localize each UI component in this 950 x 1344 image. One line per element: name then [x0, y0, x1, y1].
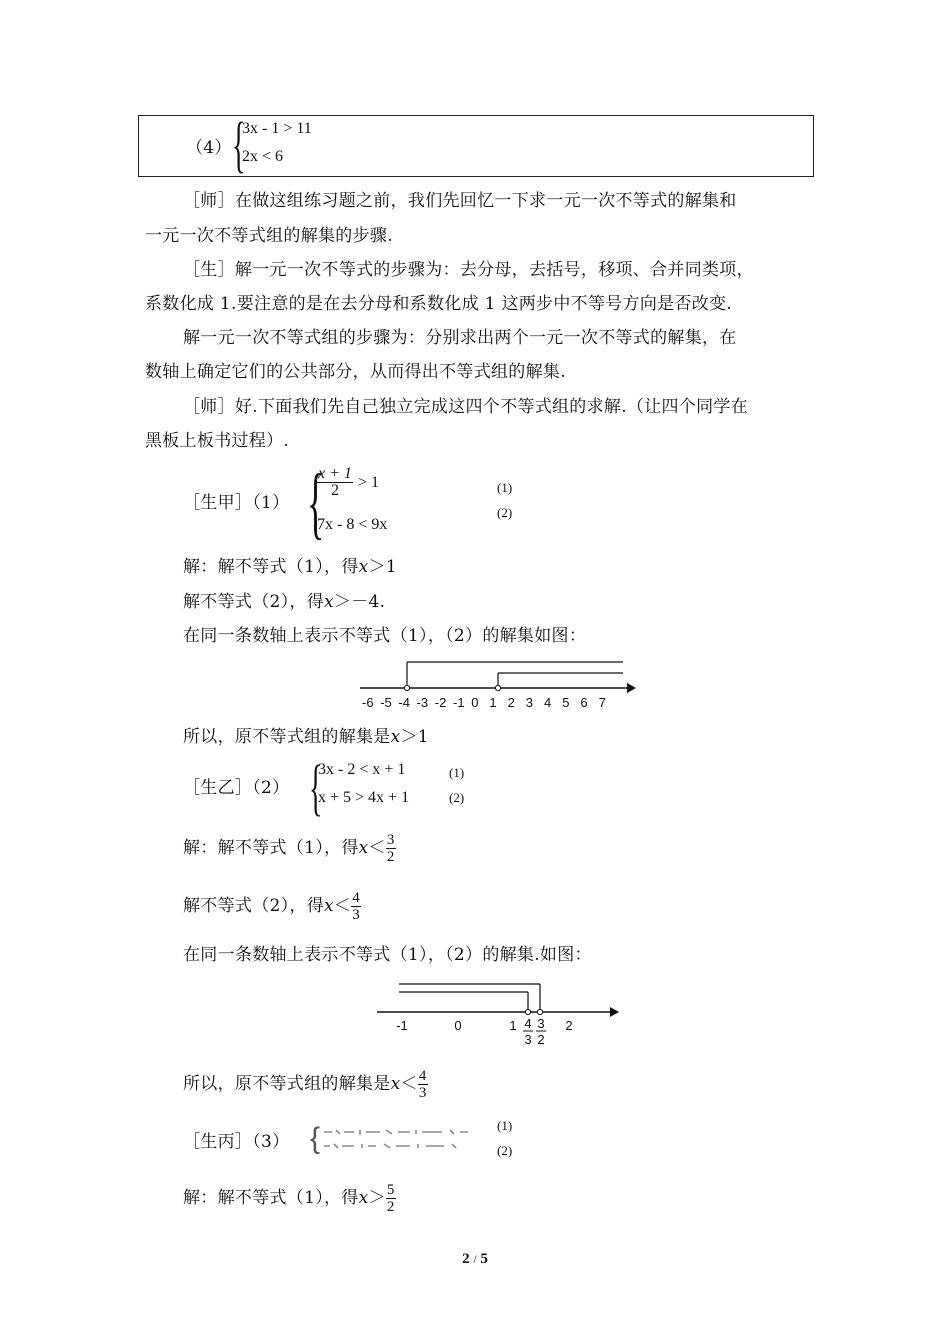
paragraph-steps-line2: 数轴上确定它们的公共部分，从而得出不等式组的解集. — [145, 362, 566, 382]
paragraph-steps-line1: 解一元一次不等式组的步骤为：分别求出两个一元一次不等式的解集，在 — [183, 328, 737, 348]
tick-label: -6 — [362, 695, 374, 710]
open-point-neg4 — [404, 685, 409, 690]
problem-4-brace: { — [232, 111, 246, 179]
number-line-1-arrow — [627, 683, 636, 693]
tick-label: 0 — [454, 1018, 462, 1033]
tick-label: -1 — [453, 695, 465, 710]
bing-garbled-system-image — [310, 1124, 480, 1156]
bing-tag2: (2) — [497, 1143, 513, 1158]
paragraph-teacher-2-line1: ［师］好.下面我们先自己独立完成这四个不等式组的求解.（让四个同学在 — [183, 397, 749, 417]
page-separator: / — [473, 1252, 477, 1266]
yi-conclusion: 所以，原不等式组的解集是x＜ $\frac{4}{3}$ — [183, 1068, 427, 1101]
tick-label-3-2-den: 2 — [537, 1032, 545, 1047]
tick-label: -3 — [416, 695, 429, 710]
yi-ineq1: 3x - 2 < x + 1 — [318, 761, 406, 778]
page-current: 2 — [462, 1251, 470, 1267]
tick-label: 4 — [544, 695, 552, 710]
student-jia-label: ［生甲］（1） — [183, 493, 290, 513]
tick-label: 0 — [471, 695, 479, 710]
student-bing-label: ［生丙］（3） — [183, 1132, 290, 1152]
paragraph-student-1-line2: 系数化成 1.要注意的是在去分母和系数化成 1 这两步中不等号方向是否改变. — [145, 294, 733, 314]
tick-label-4-3-den: 3 — [524, 1032, 532, 1047]
problem-4-ineq2: 2x < 6 — [242, 148, 284, 165]
paragraph-teacher-2-line2: 黑板上板书过程）. — [145, 431, 290, 451]
number-line-2-arrow — [610, 1007, 619, 1017]
yi-solution-2: 解不等式（2），得x＜ $\frac{4}{3}$ — [183, 890, 361, 923]
jia-ineq1: $\frac{x + 1}{2}$ > 1 — [318, 465, 380, 499]
tick-label: 5 — [562, 695, 570, 710]
jia-axis-caption: 在同一条数轴上表示不等式（1），（2）的解集如图： — [183, 626, 587, 646]
jia-solution-1: 解：解不等式（1），得x＞1 — [183, 557, 397, 577]
student-yi-label: ［生乙］（2） — [183, 778, 290, 798]
open-point-4-3 — [525, 1009, 530, 1014]
paragraph-teacher-1-line1: ［师］在做这组练习题之前，我们先回忆一下求一元一次不等式的解集和 — [183, 191, 737, 211]
tick-label: -5 — [380, 695, 392, 710]
paragraph-teacher-1-line2: 一元一次不等式组的解集的步骤. — [145, 226, 393, 246]
jia-tag2: (2) — [497, 505, 513, 520]
tick-label: -1 — [396, 1018, 408, 1033]
problem-4-ineq1: 3x - 1 > 11 — [242, 120, 312, 137]
open-point-3-2 — [537, 1009, 542, 1014]
jia-conclusion: 所以，原不等式组的解集是x＞1 — [183, 727, 429, 747]
bing-solution-1: 解：解不等式（1），得x＞ $\frac{5}{2}$ — [183, 1182, 395, 1215]
svg-text:{: { — [310, 1124, 321, 1155]
open-point-1 — [495, 685, 500, 690]
tick-label: -4 — [398, 695, 410, 710]
yi-solution-1: 解：解不等式（1），得x＜ $\frac{3}{2}$ — [183, 832, 395, 865]
yi-brace: { — [309, 754, 323, 822]
jia-solution-2: 解不等式（2），得x＞－4. — [183, 592, 386, 612]
tick-label: 1 — [489, 695, 497, 710]
number-line-2 — [372, 976, 622, 1052]
tick-label: 1 — [509, 1018, 517, 1033]
paragraph-student-1-line1: ［生］解一元一次不等式的步骤为：去分母，去括号，移项、合并同类项， — [183, 260, 754, 280]
yi-ineq2: x + 5 > 4x + 1 — [318, 789, 410, 806]
tick-label: 7 — [598, 695, 606, 710]
page-total: 5 — [480, 1251, 488, 1267]
yi-tag1: (1) — [449, 765, 465, 780]
bing-tag1: (1) — [497, 1118, 513, 1133]
tick-label: 6 — [580, 695, 588, 710]
number-line-1 — [355, 656, 637, 712]
tick-label: -2 — [434, 695, 447, 710]
tick-label: 2 — [507, 695, 515, 710]
yi-axis-caption: 在同一条数轴上表示不等式（1），（2）的解集.如图： — [183, 945, 592, 965]
page-number — [0, 1251, 950, 1268]
problem-4-label: （4） — [186, 138, 232, 158]
tick-label: 2 — [565, 1018, 573, 1033]
number-line-1-tick-labels — [362, 695, 606, 710]
jia-brace: { — [307, 459, 325, 547]
jia-tag1: (1) — [497, 480, 513, 495]
tick-label-3-2-num: 3 — [537, 1016, 545, 1031]
tick-label: 3 — [525, 695, 534, 710]
yi-tag2: (2) — [449, 790, 465, 805]
tick-label-4-3-num: 4 — [524, 1016, 532, 1031]
number-line-2-tick-labels — [396, 1018, 572, 1033]
jia-ineq2: 7x - 8 < 9x — [317, 516, 388, 533]
